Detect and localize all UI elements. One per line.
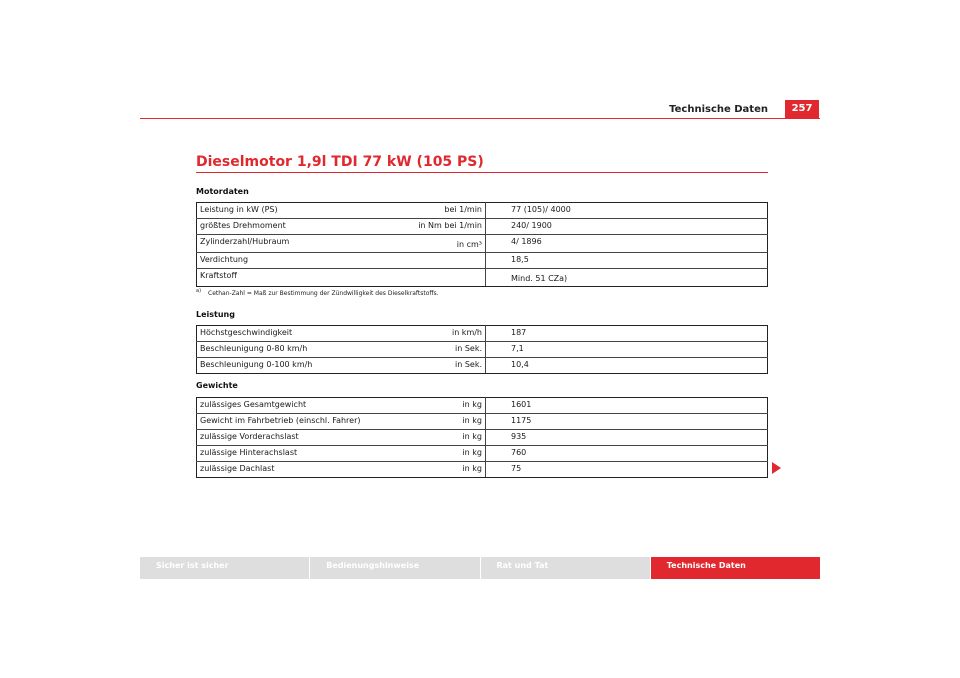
- table-row: [197, 253, 768, 269]
- table-row: [197, 398, 768, 414]
- header-divider: [140, 118, 820, 119]
- page-number: 257: [785, 100, 819, 118]
- row-unit: in cm³: [397, 235, 486, 253]
- row-label: Gewicht im Fahrbetrieb (einschl. Fahrer): [197, 414, 397, 430]
- row-unit: in kg: [397, 430, 486, 446]
- row-value: Mind. 51 CZa): [486, 269, 768, 287]
- footnote-marker: a): [196, 288, 202, 294]
- row-label: größtes Drehmoment: [197, 219, 397, 235]
- section-title-motordaten: Motordaten: [196, 187, 249, 196]
- tab-sicher-ist-sicher[interactable]: Sicher ist sicher: [140, 557, 309, 579]
- row-unit: bei 1/min: [397, 203, 486, 219]
- footnote: [196, 288, 439, 297]
- row-unit: in Sek.: [397, 342, 486, 358]
- row-label: zulässige Dachlast: [197, 462, 397, 478]
- row-value: 760: [486, 446, 768, 462]
- footnote-text: Cethan-Zahl = Maß zur Bestimmung der Zündwilligkeit des Dieselkraftstoffs.: [208, 290, 439, 297]
- table-row: [197, 358, 768, 374]
- row-value: 935: [486, 430, 768, 446]
- row-value: 7,1: [486, 342, 768, 358]
- tab-technische-daten[interactable]: Technische Daten: [651, 557, 820, 579]
- table-row: [197, 326, 768, 342]
- chapter-nav: [140, 557, 820, 579]
- table-row: [197, 235, 768, 253]
- table-row: [197, 414, 768, 430]
- row-label: Zylinderzahl/Hubraum: [197, 235, 397, 253]
- section-title-gewichte: Gewichte: [196, 381, 238, 390]
- row-label: Leistung in kW (PS): [197, 203, 397, 219]
- running-header-title: Technische Daten: [669, 104, 768, 115]
- motordaten-table: [196, 202, 768, 287]
- table-row: [197, 219, 768, 235]
- leistung-table: [196, 325, 768, 374]
- page-title: Dieselmotor 1,9l TDI 77 kW (105 PS): [196, 154, 484, 170]
- row-unit: in kg: [397, 414, 486, 430]
- tab-rat-und-tat[interactable]: Rat und Tat: [481, 557, 650, 579]
- row-unit: in km/h: [397, 326, 486, 342]
- row-unit: [397, 269, 486, 287]
- row-value: 240/ 1900: [486, 219, 768, 235]
- row-unit: in Sek.: [397, 358, 486, 374]
- table-row: [197, 269, 768, 287]
- row-value: 1601: [486, 398, 768, 414]
- row-value: 1175: [486, 414, 768, 430]
- table-row: [197, 430, 768, 446]
- arrow-right-icon[interactable]: [772, 462, 781, 474]
- table-row: [197, 462, 768, 478]
- row-value: 77 (105)/ 4000: [486, 203, 768, 219]
- row-unit: in Nm bei 1/min: [397, 219, 486, 235]
- section-title-leistung: Leistung: [196, 310, 235, 319]
- table-row: [197, 342, 768, 358]
- title-divider: [196, 172, 768, 173]
- table-row: [197, 203, 768, 219]
- gewichte-table: [196, 397, 768, 478]
- row-label: Verdichtung: [197, 253, 397, 269]
- row-value: 4/ 1896: [486, 235, 768, 253]
- row-value: 187: [486, 326, 768, 342]
- row-unit: [397, 253, 486, 269]
- row-value: 10,4: [486, 358, 768, 374]
- row-label: Kraftstoff: [197, 269, 397, 287]
- row-value: 75: [486, 462, 768, 478]
- row-unit: in kg: [397, 446, 486, 462]
- tab-bedienungshinweise[interactable]: Bedienungshinweise: [310, 557, 479, 579]
- row-label: zulässiges Gesamtgewicht: [197, 398, 397, 414]
- row-value: 18,5: [486, 253, 768, 269]
- row-unit: in kg: [397, 398, 486, 414]
- row-label: Höchstgeschwindigkeit: [197, 326, 397, 342]
- row-label: Beschleunigung 0-100 km/h: [197, 358, 397, 374]
- row-label: zulässige Vorderachslast: [197, 430, 397, 446]
- row-label: Beschleunigung 0-80 km/h: [197, 342, 397, 358]
- row-label: zulässige Hinterachslast: [197, 446, 397, 462]
- table-row: [197, 446, 768, 462]
- row-unit: in kg: [397, 462, 486, 478]
